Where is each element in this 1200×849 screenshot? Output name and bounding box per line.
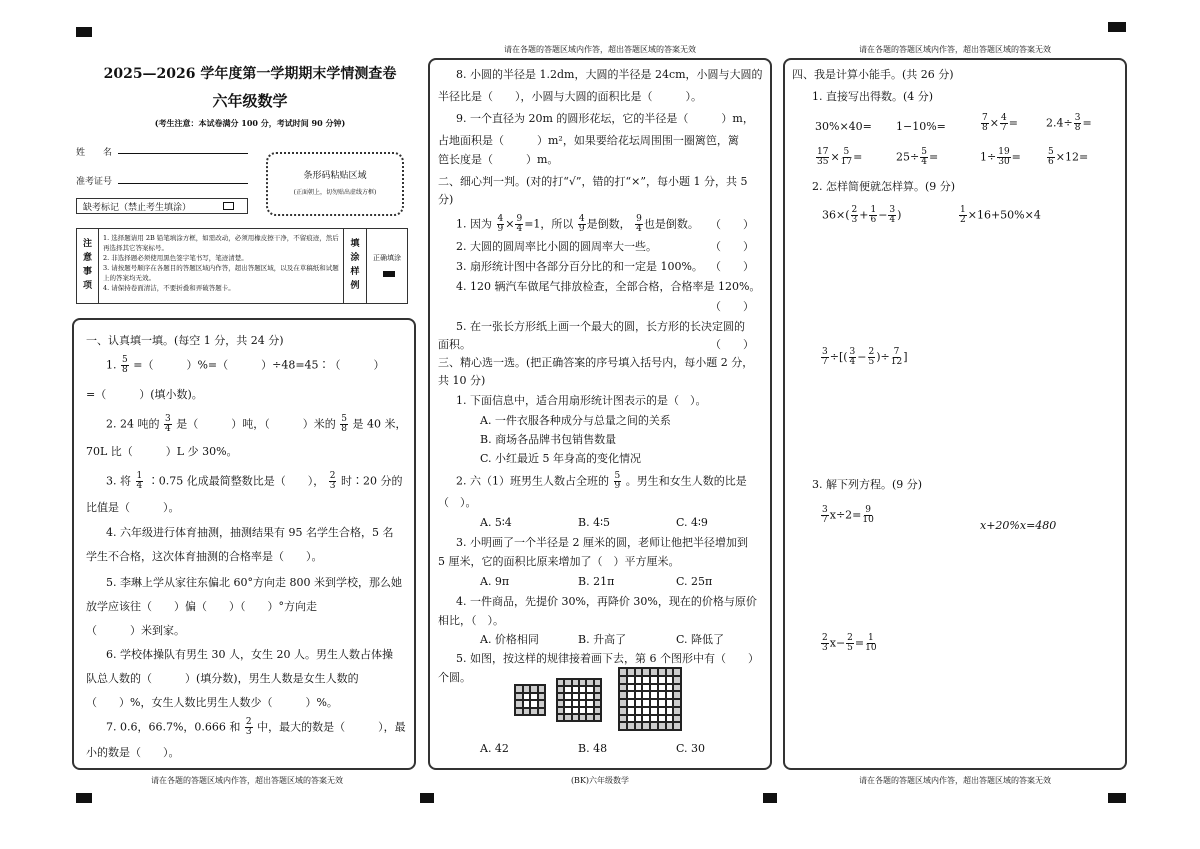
choice-5-line1: 5. 如图，按这样的规律接着画下去，第 6 个图形中有（ ） bbox=[456, 652, 759, 665]
choice-4-line2: 相比，（ ）。 bbox=[438, 614, 504, 627]
q8-line2: 半径比是（ ），小圆与大圆的面积比是（ ）。 bbox=[438, 90, 702, 103]
q3-line1: 3. 将 $\frac{1}{4}$ ∶0.75 化成最简整数比是（ ）， $\frac{2}{3}$ 时∶20 分的 bbox=[106, 471, 403, 491]
calc-part1-title: 1. 直接写出得数。(4 分) bbox=[812, 90, 934, 103]
ticket-label: 准考证号 bbox=[76, 177, 113, 187]
choice-2-a[interactable]: A. 5∶4 bbox=[480, 516, 512, 529]
fill-label: 填 涂 样 例 bbox=[343, 229, 367, 303]
registration-mark-tl bbox=[76, 27, 92, 37]
q6-line2: 队总人数的（ ）(填分数)，男生人数是女生人数的 bbox=[86, 672, 359, 685]
q1-line1: 1. $\frac{5}{8}$ =（ ）%=（ ）÷48=45∶（ ） bbox=[106, 355, 385, 375]
judge-4-paren[interactable]: （ ） bbox=[710, 300, 754, 313]
q5-line2: 放学应该往（ ）偏（ ）（ ）°方向走 bbox=[86, 600, 317, 613]
choice-3-line1: 3. 小明画了一个半径是 2 厘米的圆，老师让他把半径增加到 bbox=[456, 536, 748, 549]
notes-label: 注 意 事 项 bbox=[77, 229, 99, 303]
choice-4-line1: 4. 一件商品，先提价 30%，再降价 30%，现在的价格与原价 bbox=[456, 595, 757, 608]
footer-note-col1: 请在各题的答题区域内作答，超出答题区域的答案无效 bbox=[151, 776, 343, 785]
correct-fill-sample bbox=[383, 271, 395, 277]
equation-2: x+20%x=480 bbox=[980, 519, 1057, 532]
absent-label: 缺考标记（禁止考生填涂） bbox=[83, 203, 192, 213]
calc-7: 1÷ $\frac{19}{30}$ = bbox=[980, 147, 1021, 167]
q2-line1: 2. 24 吨的 $\frac{3}{4}$ 是（ ）吨，（ ）米的 $\frac{5}{8}$ 是 40 米， bbox=[106, 414, 407, 434]
q4-line2: 学生不合格，这次体育抽测的合格率是（ ）。 bbox=[86, 550, 323, 563]
choice-5-c[interactable]: C. 30 bbox=[676, 742, 706, 755]
header-note-col3: 请在各题的答题区域内作答，超出答题区域的答案无效 bbox=[859, 45, 1051, 54]
notes-items: 1. 选择题请用 2B 铅笔填涂方框，如需改动，必须用橡皮擦干净，不留痕迹，然后再选择其它答案标号。 2. 非选择题必须使用黑色签字笔书写，笔迹清楚。 3. 请按题号顺序在各题目的答题区域内作答，超出答题区域，以及在草稿纸和试题上的答案均无效。 4. 请保持卷面清洁，不要折叠和弄破答题卡。 bbox=[103, 234, 339, 292]
barcode-sub: (正面朝上，切勿贴出虚线方框) bbox=[293, 189, 377, 196]
header-note-col2: 请在各题的答题区域内作答，超出答题区域的答案无效 bbox=[504, 45, 696, 54]
pattern-figure-2 bbox=[556, 678, 602, 722]
registration-mark-bm1 bbox=[420, 793, 434, 803]
q4-line1: 4. 六年级进行体育抽测，抽测结果有 95 名学生合格，5 名 bbox=[106, 526, 394, 539]
calc-6: 25÷ $\frac{5}{4}$ = bbox=[896, 147, 939, 167]
calc-3: $\frac{7}{8}$ × $\frac{4}{7}$ = bbox=[982, 113, 1018, 133]
section-four-title: 四、我是计算小能手。(共 26 分) bbox=[792, 68, 954, 81]
correct-fill-label: 正确填涂 bbox=[373, 254, 401, 262]
registration-mark-tr bbox=[1108, 22, 1126, 32]
choice-2: 2. 六（1）班男生人数占全班的 $\frac{5}{9}$ 。男生和女生人数的比是 bbox=[456, 471, 747, 491]
judge-5-line1: 5. 在一张长方形纸上画一个最大的圆，长方形的长决定圆的 bbox=[456, 320, 745, 333]
notes-table bbox=[76, 228, 408, 304]
calc-8: $\frac{5}{6}$ ×12= bbox=[1048, 147, 1089, 167]
choice-5-a[interactable]: A. 42 bbox=[480, 742, 509, 755]
q2-line2: 70L 比（ ）L 少 30%。 bbox=[86, 445, 238, 458]
name-field[interactable] bbox=[118, 153, 248, 154]
absent-checkbox[interactable] bbox=[223, 202, 234, 210]
q1-line2: =（ ）(填小数)。 bbox=[86, 388, 203, 401]
section-three-title-cont: 共 10 分) bbox=[438, 374, 486, 387]
q9-line2: 占地面积是（ ）m²，如果要给花坛周围围一圈篱笆，篱 bbox=[438, 134, 739, 147]
q5-line1: 5. 李琳上学从家往东偏北 60°方向走 800 米到学校，那么她 bbox=[106, 576, 402, 589]
choice-3-c[interactable]: C. 25π bbox=[676, 575, 713, 588]
simplify-3: $\frac{3}{7}$ ÷[( $\frac{3}{4}$ − $\frac{2}{5}$ )÷ $\frac{7}{12}$ ] bbox=[822, 347, 908, 367]
q8-line1: 8. 小圆的半径是 1.2dm，大圆的半径是 24cm，小圆与大圆的 bbox=[456, 68, 763, 81]
simplify-2: $\frac{1}{2}$ ×16+50%×4 bbox=[960, 205, 1041, 225]
pattern-figure-1 bbox=[514, 684, 546, 716]
barcode-title: 条形码粘贴区域 bbox=[303, 171, 367, 181]
choice-3-b[interactable]: B. 21π bbox=[578, 575, 615, 588]
equation-3: $\frac{2}{3}$ x− $\frac{2}{5}$ = $\frac{1}{10}$ bbox=[822, 633, 877, 653]
choice-2-c[interactable]: C. 4∶9 bbox=[676, 516, 708, 529]
section-three-title: 三、精心选一选。(把正确答案的序号填入括号内，每小题 2 分， bbox=[438, 356, 754, 369]
calc-part3-title: 3. 解下列方程。(9 分) bbox=[812, 478, 923, 491]
registration-mark-bm2 bbox=[763, 793, 777, 803]
judge-5-line2: 面积。 bbox=[438, 338, 471, 351]
section-two-title-cont: 分) bbox=[438, 193, 454, 206]
q3-line2: 比值是（ ）。 bbox=[86, 501, 180, 514]
q7-line1: 7. 0.6，66.7%，0.666 和 $\frac{2}{3}$ 中，最大的数是（ ），最 bbox=[106, 717, 406, 737]
footer-center: (BK)六年级数学 bbox=[570, 776, 630, 785]
exam-title: 2025—2026 学年度第一学期期末学情测查卷 bbox=[103, 66, 397, 82]
simplify-1: 36×( $\frac{2}{3}$ + $\frac{1}{6}$ − $\frac{3}{4}$ ) bbox=[822, 205, 902, 225]
choice-1: 1. 下面信息中，适合用扇形统计图表示的是（ ）。 bbox=[456, 394, 707, 407]
ticket-field[interactable] bbox=[118, 183, 248, 184]
calc-1: 30%×40= bbox=[815, 120, 872, 133]
judge-3-paren[interactable]: （ ） bbox=[710, 260, 754, 273]
judge-2: 2. 大圆的圆周率比小圆的圆周率大一些。 bbox=[456, 240, 657, 253]
choice-1-a[interactable]: A. 一件衣服各种成分与总量之间的关系 bbox=[480, 414, 671, 427]
calc-5: $\frac{17}{35}$ × $\frac{5}{17}$ = bbox=[817, 147, 863, 167]
choice-4-c[interactable]: C. 降低了 bbox=[676, 633, 725, 646]
choice-5-b[interactable]: B. 48 bbox=[578, 742, 608, 755]
q5-line3: （ ）米到家。 bbox=[86, 624, 185, 637]
footer-note-col3: 请在各题的答题区域内作答，超出答题区域的答案无效 bbox=[859, 776, 1051, 785]
judge-1-paren[interactable]: （ ） bbox=[710, 218, 754, 231]
exam-subtitle: 六年级数学 bbox=[212, 92, 288, 110]
calc-part2-title: 2. 怎样简便就怎样算。(9 分) bbox=[812, 180, 956, 193]
exam-note: (考生注意：本试卷满分 100 分，考试时间 90 分钟) bbox=[154, 118, 346, 128]
choice-1-c[interactable]: C. 小红最近 5 年身高的变化情况 bbox=[480, 452, 642, 465]
registration-mark-br bbox=[1108, 793, 1126, 803]
choice-5-line2: 个圆。 bbox=[438, 671, 471, 684]
choice-3-a[interactable]: A. 9π bbox=[480, 575, 510, 588]
choice-2-b[interactable]: B. 4∶5 bbox=[578, 516, 610, 529]
choice-2-line2: （ ）。 bbox=[438, 496, 477, 509]
q7-line2: 小的数是（ ）。 bbox=[86, 746, 180, 759]
choice-4-a[interactable]: A. 价格相同 bbox=[480, 633, 539, 646]
judge-3: 3. 扇形统计图中各部分百分比的和一定是 100%。 bbox=[456, 260, 703, 273]
q1-frac: $\frac{5}{8}$ bbox=[122, 355, 128, 375]
equation-1: $\frac{3}{7}$ x÷2= $\frac{9}{10}$ bbox=[822, 505, 874, 525]
q9-line3: 笆长度是（ ）m。 bbox=[438, 153, 559, 166]
judge-4: 4. 120 辆汽车做尾气排放检查，全部合格，合格率是 120%。 bbox=[456, 280, 761, 293]
choice-4-b[interactable]: B. 升高了 bbox=[578, 633, 627, 646]
choice-3-line2: 5 厘米，它的面积比原来增加了（ ）平方厘米。 bbox=[438, 555, 680, 568]
section-one-title: 一、认真填一填。(每空 1 分，共 24 分) bbox=[86, 334, 284, 347]
name-label: 姓 名 bbox=[76, 148, 113, 158]
q6-line3: （ ）%，女生人数比男生人数少（ ）%。 bbox=[86, 696, 338, 709]
q9-line1: 9. 一个直径为 20m 的圆形花坛，它的半径是（ ）m， bbox=[456, 112, 754, 125]
pattern-figure-3 bbox=[618, 667, 682, 731]
q6-line1: 6. 学校体操队有男生 30 人，女生 20 人。男生人数占体操 bbox=[106, 648, 393, 661]
registration-mark-bl bbox=[76, 793, 92, 803]
judge-1: 1. 因为 $\frac{4}{9}$ × $\frac{9}{4}$ =1，所以 $\frac{4}{9}$ 是倒数， $\frac{9}{4}$ 也是倒数。 bbox=[456, 214, 699, 234]
judge-5-paren[interactable]: （ ） bbox=[710, 338, 754, 351]
judge-2-paren[interactable]: （ ） bbox=[710, 240, 754, 253]
section-two-title: 二、细心判一判。(对的打“√”，错的打“×”，每小题 1 分，共 5 bbox=[438, 175, 748, 188]
calc-4: 2.4÷ $\frac{3}{8}$ = bbox=[1046, 113, 1092, 133]
barcode-area bbox=[266, 152, 404, 216]
absent-box bbox=[76, 198, 248, 214]
choice-1-b[interactable]: B. 商场各品牌书包销售数量 bbox=[480, 433, 617, 446]
calc-2: 1−10%= bbox=[896, 120, 946, 133]
